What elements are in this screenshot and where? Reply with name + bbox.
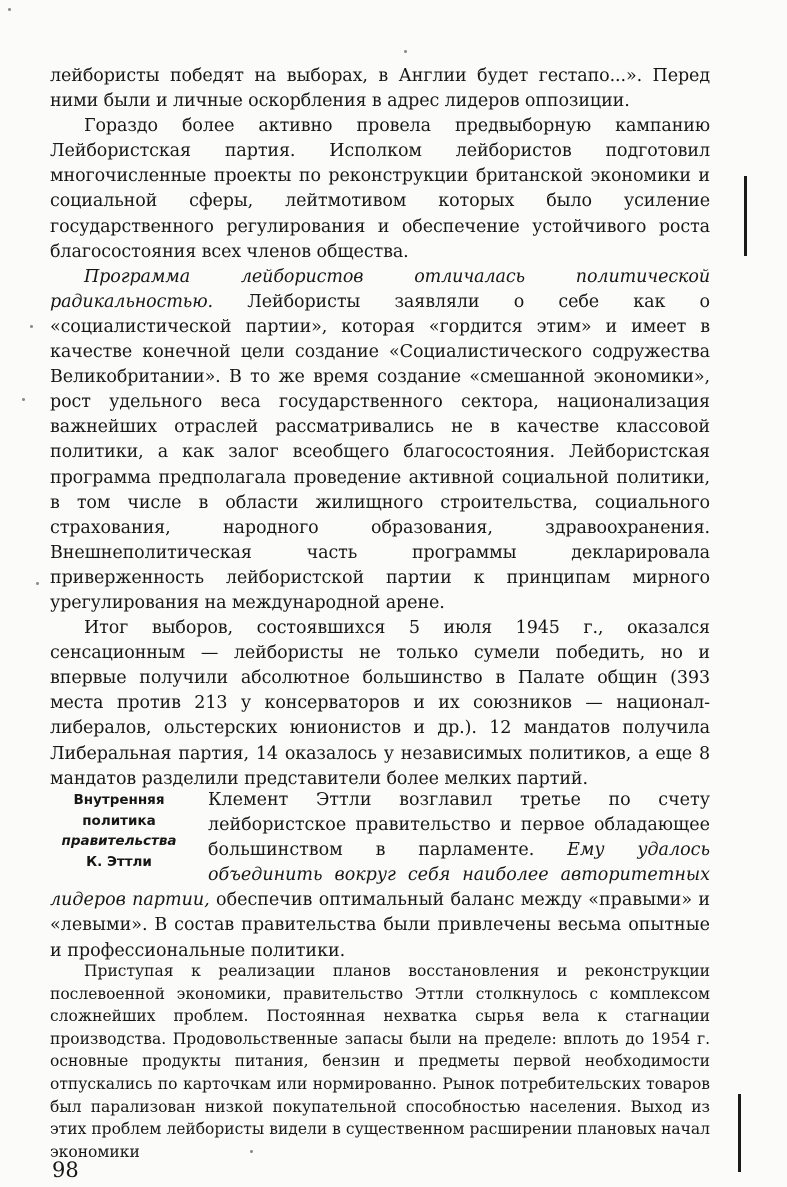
section-text-italic: Ему удалось объединить вокруг себя наиболее авторитетных лидеров партии, xyxy=(50,840,710,911)
paragraph-3-lead: Программа лейбористов отличалась политической радикальностью. xyxy=(50,266,710,312)
scan-speck xyxy=(22,398,25,401)
scan-speck xyxy=(36,582,39,585)
page-number: 98 xyxy=(52,1158,79,1182)
paragraph-1 xyxy=(50,64,710,114)
side-heading xyxy=(50,790,188,872)
margin-mark-top xyxy=(744,176,747,256)
scan-speck xyxy=(404,50,407,53)
section-text-main: Клемент Эттли возглавил третье по счету лейбористское правительство и первое обладающее большинством в парламенте. xyxy=(208,790,710,861)
small-print-text xyxy=(50,960,710,1163)
side-heading-line-1: Внутренняя xyxy=(73,792,165,808)
paragraph-4 xyxy=(50,616,710,792)
side-heading-line-3: правительства xyxy=(61,833,177,849)
paragraph-2-text: Гораздо более активно провела предвыборную кампанию Лейбористская партия. Исполком лейбористов подготовил многочисленные проекты по реконструкции британской экономики и социальной сферы, лейтмотивом которых было усиление государственного регулирования и обеспечение устойчивого роста благосостояния всех членов общества. xyxy=(50,116,710,262)
scan-speck xyxy=(8,8,11,11)
section-text-end: обеспечив оптимальный баланс между «правыми» и «левыми». В состав правительства были привлечены весьма опытные и профессиональные политики. xyxy=(50,890,711,961)
paragraph-2 xyxy=(50,114,710,265)
section-attlee-domestic-policy xyxy=(50,788,710,964)
small-paragraph-text: Приступая к реализации планов восстановления и реконструкции послевоенной экономики, правительство Эттли столкнулось с комплексом сложнейших проблем. Постоянная нехватка сырья вела к стагнации производства. Продовольственные запасы были на пределе: вплоть до 1954 г. основные продукты питания, бензин и предметы первой необходимости отпускались по карточкам или нормированно. Рынок потребительских товаров был парализован низкой покупательной способностью населения. Выход из этих проблем лейбористы видели в существенном расширении плановых начал экономики xyxy=(50,962,710,1161)
scan-speck xyxy=(250,1150,253,1153)
paragraph-1-text: лейбористы победят на выборах, в Англии будет гестапо...». Перед ними были и личные оскорбления в адрес лидеров оппозиции. xyxy=(50,66,710,112)
side-heading-line-2: политика xyxy=(82,812,156,829)
margin-mark-bottom xyxy=(738,1094,741,1172)
paragraph-3-text: Лейбористы заявляли о себе как о «социалистической партии», которая «гордится этим» и имеет в качестве конечной цели создание «Социалистического содружества Великобритании». В то же время создание «смешанной экономики», рост удельного веса государственного сектора, национализация важнейших отраслей рассматривались не в качестве классовой политики, а как залог всеобщего благосостояния. Лейбористская программа предполагала проведение активной социальной политики, в том числе в области жилищного строительства, социального страхования, народного образования, здравоохранения. Внешнеполитическая часть программы декларировала приверженность лейбористской партии к принципам мирного урегулирования на международной арене. xyxy=(50,291,710,613)
small-paragraph xyxy=(50,960,710,1163)
paragraph-3 xyxy=(50,265,710,616)
main-text xyxy=(50,64,710,792)
paragraph-4-text: Итог выборов, состоявшихся 5 июля 1945 г., оказался сенсационным — лейбористы не только сумели победить, но и впервые получили абсолютное большинство в Палате общин (393 места против 213 у консерваторов и их союзников — национал-либералов, ольстерских юнионистов и др.). 12 мандатов получила Либеральная партия, 14 оказалось у независимых политиков, а еще 8 мандатов разделили представители более мелких партий. xyxy=(50,618,710,789)
side-heading-line-4: К. Эттли xyxy=(86,853,152,870)
scan-speck xyxy=(30,325,33,328)
